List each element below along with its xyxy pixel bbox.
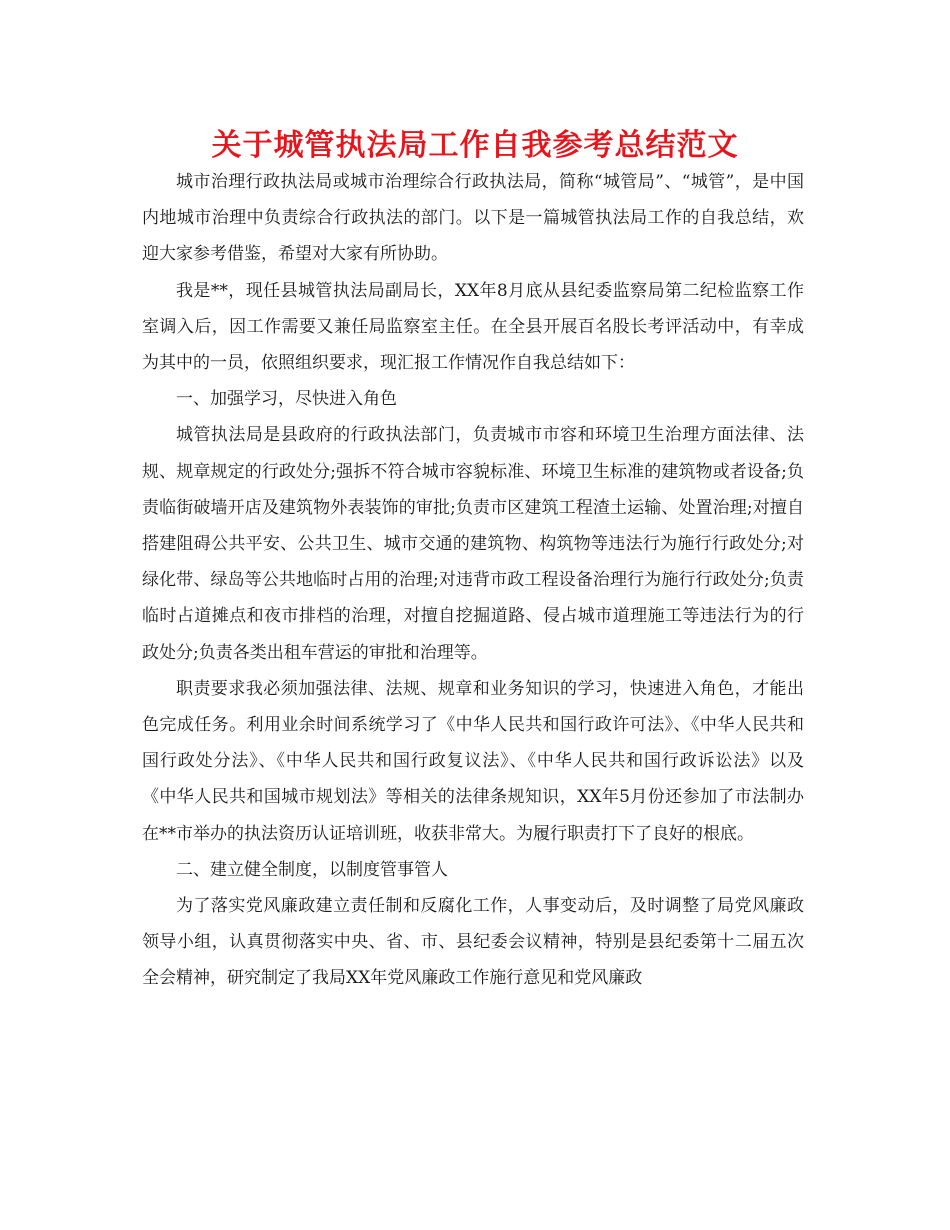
- paragraph-intro: 城市治理行政执法局或城市治理综合行政执法局，简称“城管局”、“城管”，是中国内地城市治理中负责综合行政执法的部门。以下是一篇城管执法局工作的自我总结，欢迎大家参考借鉴，希望对大家有所协助。: [142, 172, 804, 265]
- section-heading-1: 一、加强学习，尽快进入角色: [176, 389, 397, 410]
- section-heading-2: 二、建立健全制度，以制度管事管人: [176, 859, 448, 880]
- paragraph-duties: 城管执法局是县政府的行政执法部门，负责城市市容和环境卫生治理方面法律、法规、规章规定的行政处分;强拆不符合城市容貌标准、环境卫生标准的建筑物或者设备;负责临街破墙开店及建筑物外表装饰的审批;负责市区建筑工程渣土运输、处置治理;对擅自搭建阻碍公共平安、公共卫生、城市交通的建筑物、构筑物等违法行为施行行政处分;对绿化带、绿岛等公共地临时占用的治理;对违背市政工程设备治理行为施行行政处分;负责临时占道摊点和夜市排档的治理，对擅自挖掘道路、侵占城市道理施工等违法行为的行政处分;负责各类出租车营运的审批和治理等。: [142, 425, 804, 663]
- document-title: 关于城管执法局工作自我参考总结范文: [211, 128, 739, 163]
- paragraph-self-intro: 我是**，现任县城管执法局副局长，XX年8月底从县纪委监察局第二纪检监察工作室调入后，因工作需要又兼任局监察室主任。在全县开展百名股长考评活动中，有幸成为其中的一员，依照组织要求，现汇报工作情况作自我总结如下：: [142, 280, 804, 374]
- paragraph-study: 职责要求我必须加强法律、法规、规章和业务知识的学习，快速进入角色，才能出色完成任务。利用业余时间系统学习了《中华人民共和国行政许可法》、《中华人民共和国行政处分法》、《中华人民共和国行政复议法》、《中华人民共和国行政诉讼法》以及《中华人民共和国城市规划法》等相关的法律条规知识，XX年5月份还参加了市法制办在**市举办的执法资历认证培训班，收获非常大。为履行职责打下了良好的根底。: [142, 678, 804, 844]
- document-body: [142, 164, 804, 997]
- paragraph-system: 为了落实党风廉政建立责任制和反腐化工作，人事变动后，及时调整了局党风廉政领导小组，认真贯彻落实中央、省、市、县纪委会议精神，特别是县纪委第十二届五次全会精神，研究制定了我局XX年党风廉政工作施行意见和党风廉政: [142, 896, 804, 989]
